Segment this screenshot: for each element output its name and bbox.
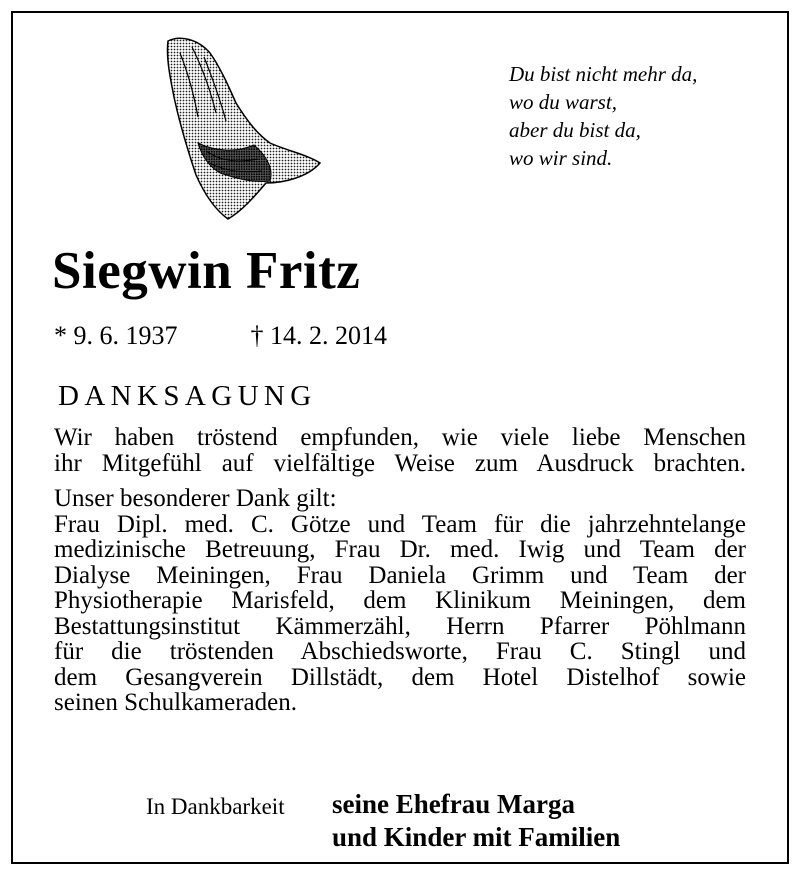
thanks-line: seinen Schulkameraden. <box>54 689 297 716</box>
praying-hands-icon <box>158 33 324 221</box>
signature-line: und Kinder mit Familien <box>332 822 621 852</box>
intro-line: Wir haben tröstend empfunden, wie viele liebe Menschen <box>54 424 746 451</box>
thanks-line: für die tröstenden Abschiedsworte, Frau C. Stingl und <box>54 638 746 665</box>
closing-signature <box>332 788 620 854</box>
signature-line: seine Ehefrau Marga <box>332 789 575 819</box>
life-dates <box>54 320 387 352</box>
intro-line: ihr Mitgefühl auf vielfältige Weise zum Ausdruck brachten. <box>54 449 746 477</box>
thanks-line: Dialyse Meiningen, Frau Daniela Grimm und Team der <box>54 561 746 589</box>
thanks-line: dem Gesangverein Dillstädt, dem Hotel Distelhof sowie <box>54 663 746 691</box>
notice-title: DANKSAGUNG <box>58 380 317 412</box>
thanks-line: Bestattungsinstitut Kämmerzähl, Herrn Pfarrer Pöhlmann <box>54 612 746 640</box>
poem-line: wo wir sind. <box>509 146 613 170</box>
poem-line: wo du warst, <box>509 90 617 114</box>
thanks-line: Physiotherapie Marisfeld, dem Klinikum Meiningen, dem <box>54 587 746 614</box>
death-date: † 14. 2. 2014 <box>250 321 387 350</box>
memorial-poem <box>509 60 769 172</box>
deceased-name: Siegwin Fritz <box>52 242 361 300</box>
notice-body <box>54 425 746 716</box>
poem-line: aber du bist da, <box>509 118 641 142</box>
thanks-line: medizinische Betreuung, Frau Dr. med. Iwig und Team der <box>54 536 746 563</box>
poem-line: Du bist nicht mehr da, <box>509 62 698 86</box>
birth-date: * 9. 6. 1937 <box>54 321 178 350</box>
thanks-line: Frau Dipl. med. C. Götze und Team für die jahrzehntelange <box>54 510 746 538</box>
closing-label: In Dankbarkeit <box>146 794 285 819</box>
thanks-heading: Unser besonderer Dank gilt: <box>54 485 337 512</box>
